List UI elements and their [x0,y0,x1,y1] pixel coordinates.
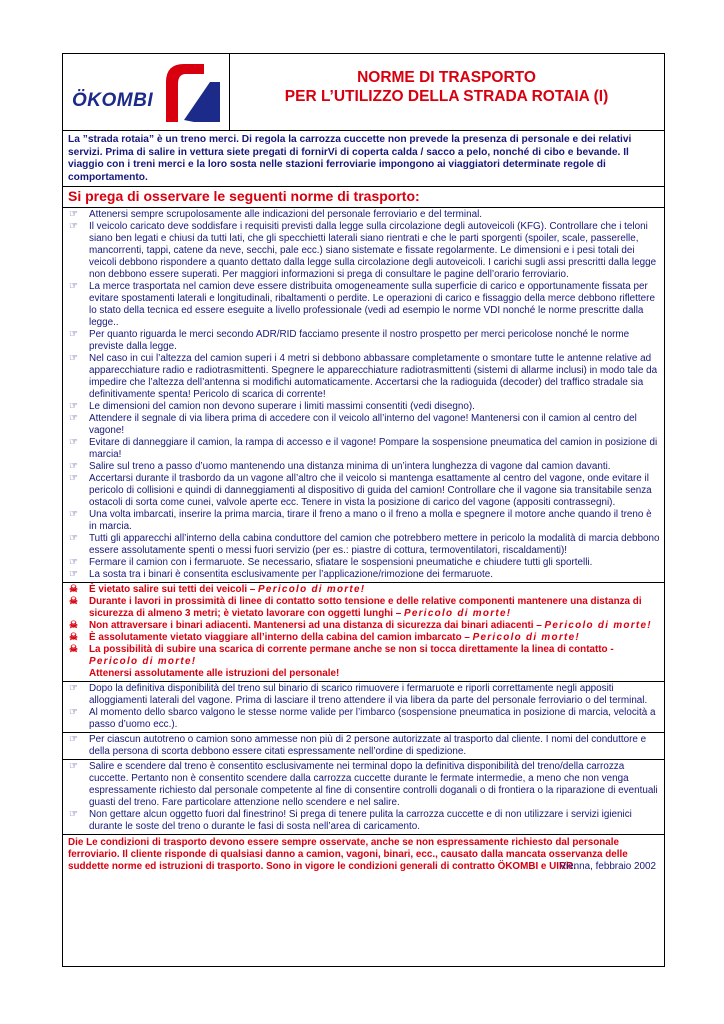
list-item [67,461,660,473]
warnings-section [63,583,664,682]
pointing-hand-icon: ☞ [69,569,78,581]
list-item [67,353,660,401]
list-item-text: Salire sul treno a passo d’uomo mantenendo una distanza minima di un’intera lunghezza di vagone dal camion davanti. [89,461,611,473]
list-item-text: Salire e scendere dal treno è consentito esclusivamente nei terminal dopo la definitiva disponibilità del treno/della carrozza cuccette. Pertanto non è consentito scendere dalla carrozza cuccette durante le fermate intermedie, a meno che non venga espressamente richiesto dal personale competente al fine di consentire controlli doganali o di frontiera o la riparazione di eventuali guasti del treno. Fare particolare attenzione nello scendere e nel salire. [89,761,658,809]
list-item-text: Accertarsi durante il trasbordo da un vagone all’altro che il veicolo si mantenga esattamente al centro del vagone, onde evitare il pericolo di collisioni e quindi di danneggiamenti al dispositivo di guida del camion! Controllare che il vagone sia transitabile senza ostacoli di sorta come cunei, valvole aperte ecc. Tenere in vista la posizione di carico del vagone (appositi contrassegni). [89,473,652,509]
unloading-section [63,682,664,733]
pointing-hand-icon: ☞ [69,281,78,293]
list-item [67,437,660,461]
footer-text: Die Le condizioni di trasporto devono essere sempre osservate, anche se non espressamente richiesto dal personale ferroviario. Il cliente risponde di qualsiasi danno a camion, vagoni, binari, ecc., causato dalla mancata osservanza delle suddette norme ed istruzioni di trasporto. Sono in vigore le condizioni generali di contratto ÖKOMBI e UIRR. [68,837,628,873]
pointing-hand-icon: ☞ [69,329,78,341]
pointing-hand-icon: ☞ [69,437,78,449]
list-item-text: Per quanto riguarda le merci secondo ADR/RID facciamo presente il nostro prospetto per merci pericolose nonché le norme previste dalla legge. [89,329,630,353]
logo [63,54,230,130]
skull-crossbones-icon: ☠ [69,596,78,608]
list-item [67,401,660,413]
list-item-text: La sosta tra i binari è consentita esclusivamente per l’applicazione/rimozione dei fermaruote. [89,569,493,581]
pointing-hand-icon: ☞ [69,533,78,545]
list-item-text: Al momento dello sbarco valgono le stesse norme valide per l’imbarco (sospensione pneumatica in posizione di marcia, velocità a passo d’uomo ecc.). [89,707,656,731]
danger-label: Pericolo di morte! [403,608,512,620]
list-item-text: Tutti gli apparecchi all’interno della cabina conduttore del camion che potrebbero mettere in pericolo la modalità di marcia debbono essere assolutamente spenti o messi fuori servizio (per es.: piastre di cottura, termoventilatori, riscaldamenti)! [89,533,660,557]
document-page [62,53,665,967]
list-item [67,221,660,281]
list-item [67,533,660,557]
pointing-hand-icon: ☞ [69,473,78,485]
warning-item [67,632,660,644]
pointing-hand-icon: ☞ [69,734,78,746]
list-item-text: Le dimensioni del camion non devono superare i limiti massimi consentiti (vedi disegno). [89,401,475,413]
section-heading: Si prega di osservare le seguenti norme di trasporto: [63,187,664,208]
header [63,54,664,131]
pointing-hand-icon: ☞ [69,683,78,695]
pointing-hand-icon: ☞ [69,413,78,425]
pointing-hand-icon: ☞ [69,809,78,821]
okombi-logo-mark-icon [160,60,224,124]
warning-text: È vietato salire sui tetti dei veicoli – [89,584,259,596]
warning-item [67,620,660,632]
warning-text: Non attraversare i binari adiacenti. Mantenersi ad una distanza di sicurezza dai binari adiacenti – [89,620,545,632]
list-item [67,557,660,569]
skull-crossbones-icon: ☠ [69,632,78,644]
warning-item [67,584,660,596]
list-item-text: Una volta imbarcati, inserire la prima marcia, tirare il freno a mano o il freno a molla e spegnere il motore anche quando il treno è in marcia. [89,509,652,533]
list-item [67,413,660,437]
skull-crossbones-icon: ☠ [69,644,78,656]
warning-item [67,596,660,620]
footer-date: Vienna, febbraio 2002 [559,861,656,873]
list-item-text: Dopo la definitiva disponibilità del treno sul binario di scarico rimuovere i fermaruote e riporli correttamente negli appositi alloggiamenti laterali del vagone. Prima di lasciare il treno attendere il via libera da parte del personale ferroviario o del terminal. [89,683,648,707]
list-item [67,329,660,353]
logo-text: ÖKOMBI [72,90,154,111]
list-item [67,734,660,758]
pointing-hand-icon: ☞ [69,557,78,569]
skull-crossbones-icon: ☠ [69,620,78,632]
pointing-hand-icon: ☞ [69,461,78,473]
pointing-hand-icon: ☞ [69,353,78,365]
danger-label: Pericolo di morte! [472,632,580,644]
document-title [233,68,660,106]
list-item-text: Evitare di danneggiare il camion, la rampa di accesso e il vagone! Pompare la sospensione pneumatica del camion in posizione di marcia! [89,437,658,461]
footer [63,835,664,875]
list-item-text: La merce trasportata nel camion deve essere distribuita omogeneamente sulla superficie di carico e opportunamente fissata per evitare spostamenti laterali e longitudinali, ribaltamenti o perdite. Le operazioni di carico e fissaggio della merce debbono riflettere lo stato della tecnica ed essere eseguite a livello professionale (vedi ad esempio le norme VDI nonché le norme prescritte dalla legge.. [89,281,655,329]
list-item-text: Per ciascun autotreno o camion sono ammesse non più di 2 persone autorizzate al trasporto dal cliente. I nomi del conduttore e della persona di scorta debbono essere citati espressamente nell’ordine di spedizione. [89,734,647,758]
skull-crossbones-icon: ☠ [69,584,78,596]
pointing-hand-icon: ☞ [69,221,78,233]
rules-section [63,208,664,583]
warning-text: È assolutamente vietato viaggiare all’interno della cabina del camion imbarcato – [89,632,473,644]
list-item [67,761,660,809]
list-item [67,509,660,533]
list-item-text: Attendere il segnale di via libera prima di accedere con il veicolo all’interno del vagone! Mantenersi con il camion al centro del vagone! [89,413,637,437]
pointing-hand-icon: ☞ [69,209,78,221]
warning-note: Attenersi assolutamente alle istruzioni del personale! [89,668,340,680]
intro-paragraph: La ”strada rotaia” è un treno merci. Di regola la carrozza cuccette non prevede la presenza di personale e dei relativi servizi. Prima di salire in vettura siete pregati di fornirVi di coperta calda / sacco a pelo, nonché di cibo e bevande. Il viaggio con i treni merci e la loro sosta nelle stazioni ferroviarie impongono ai viaggiatori determinate regole di comportamento. [63,131,664,187]
list-item-text: Il veicolo caricato deve soddisfare i requisiti previsti dalla legge sulla circolazione degli autoveicoli (KFG). Controllare che i teloni siano ben legati e chiusi da tutti lati, che gli specchietti laterali siano rientrati e che le parti sporgenti (spoiler, scale, passerelle, mancorrenti, tappi, catene da neve, secchi, pale ecc.) siano sistemate e fissate regolarmente. Le dimensioni e i pesi totali dei veicoli debbono rispondere a quanto dettato dalla legge sulla circolazione degli autoveicoli. I carichi sugli assi prescritti dalla legge non debbono essere superati. Per maggiori informazioni si prega di consultare le pagine dell’orario ferroviario. [89,221,657,281]
warning-text: La possibilità di subire una scarica di corrente permane anche se non si tocca direttamente la linea di contatto - [89,644,614,656]
list-item-text: Nel caso in cui l’altezza del camion superi i 4 metri si debbono abbassare completamente o smontare tutte le antenne relative ad apparecchiature radio e radiotrasmittenti. Spegnere le apparecchiature radiotrasmittenti (sistemi di allarme inclusi) in modo tale da impedire che l’altezza dell’antenna si modifichi automaticamente. Accertarsi che la radioguida (decoder) del traffico stradale sia definitivamente spenta! Pericolo di scarica di corrente! [89,353,658,401]
warning-item [67,644,660,668]
pointing-hand-icon: ☞ [69,401,78,413]
list-item-text: Non gettare alcun oggetto fuori dal finestrino! Si prega di tenere pulita la carrozza cuccette e di non utilizzare i servizi igienici durante le soste del treno o durante le fasi di sosta nell’area di caricamento. [89,809,632,833]
list-item-text: Attenersi sempre scrupolosamente alle indicazioni del personale ferroviario e del terminal. [89,209,483,221]
list-item [67,683,660,707]
persons-section [63,733,664,760]
list-item [67,209,660,221]
pointing-hand-icon: ☞ [69,509,78,521]
pointing-hand-icon: ☞ [69,707,78,719]
list-item-text: Fermare il camion con i fermaruote. Se necessario, sfiatare le sospensioni pneumatiche e chiudere tutti gli sportelli. [89,557,593,569]
warning-text: Durante i lavori in prossimità di linee di contatto sotto tensione e delle relative componenti mantenere una distanza di sicurezza di almeno 3 metri; è vietato lavorare con oggetti lunghi – [89,596,642,620]
list-item [67,281,660,329]
title-line-1: NORME DI TRASPORTO [357,69,536,86]
list-item [67,473,660,509]
danger-label: Pericolo di morte! [89,656,197,668]
title-line-2: PER L’UTILIZZO DELLA STRADA ROTAIA (I) [284,88,609,105]
list-item [67,569,660,581]
danger-label: Pericolo di morte! [544,620,652,632]
list-item [67,707,660,731]
list-item [67,809,660,833]
pointing-hand-icon: ☞ [69,761,78,773]
danger-label: Pericolo di morte! [258,584,366,596]
couchette-section [63,760,664,835]
